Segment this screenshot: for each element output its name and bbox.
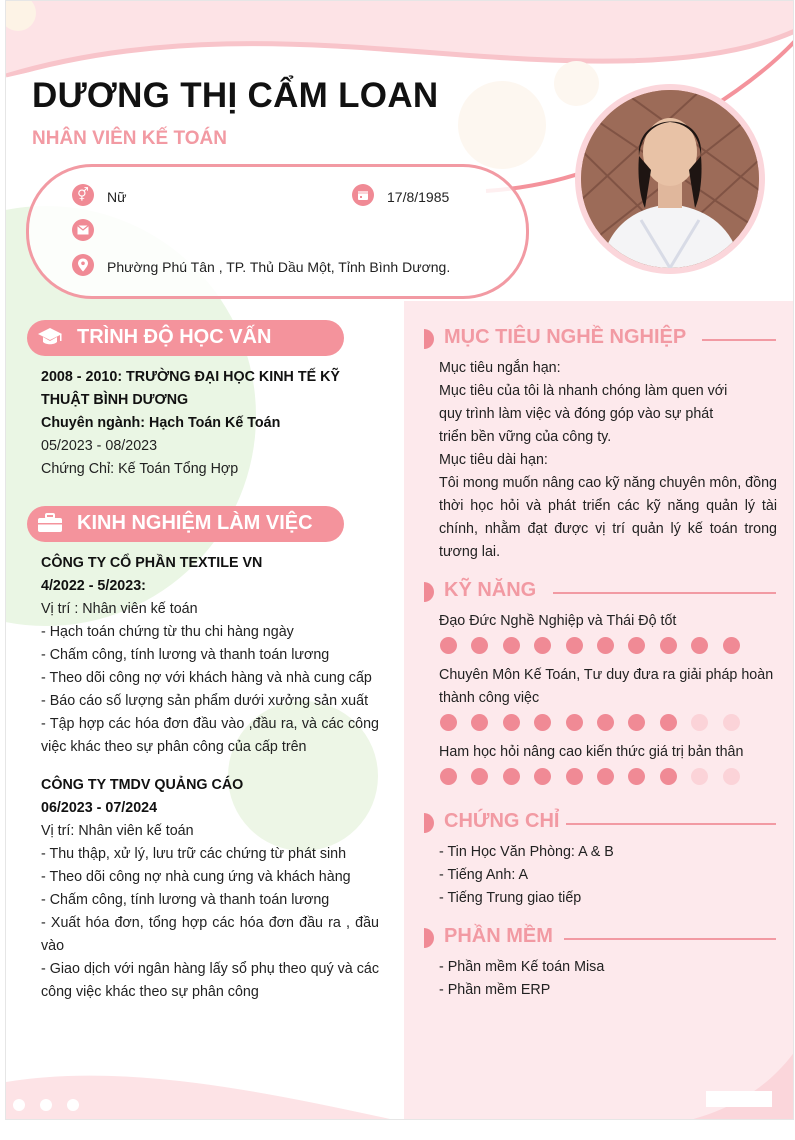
section-marker — [424, 813, 434, 833]
objective-text — [439, 357, 777, 564]
certificate-item: - Tiếng Trung giao tiếp — [439, 890, 582, 906]
certificates-list — [439, 841, 777, 910]
briefcase-icon — [37, 513, 63, 535]
rating-dot-empty — [691, 714, 708, 731]
rating-dot-filled — [503, 768, 520, 785]
job-duty: - Thu thập, xử lý, lưu trữ các chứng từ phát sinh — [41, 846, 347, 862]
rating-dot-filled — [471, 714, 488, 731]
skills-heading: KỸ NĂNG — [444, 579, 537, 601]
rating-dot-filled — [660, 714, 677, 731]
avatar — [581, 90, 759, 268]
certificates-heading: CHỨNG CHỈ — [444, 810, 560, 832]
job-position: Vị trí: Nhân viên kế toán — [41, 823, 194, 839]
rating-dot-filled — [628, 768, 645, 785]
job-duty: - Theo dõi công nợ nhà cung ứng và khách hàng — [41, 869, 351, 885]
rating-dot-filled — [503, 637, 520, 654]
job-period: 4/2022 - 5/2023: — [41, 578, 146, 594]
map-pin-icon — [72, 254, 94, 276]
rating-dot-filled — [628, 637, 645, 654]
rating-dot-filled — [660, 637, 677, 654]
rating-dot-filled — [566, 637, 583, 654]
objective-long-text: Tôi mong muốn nâng cao kỹ năng chuyên môn, đồng thời học hỏi và phát triển các kỹ năng quản lý tài chính, nhằm đạt được vị trí quản lý kế toán trong tương lai. — [439, 475, 777, 560]
rating-dot-filled — [503, 714, 520, 731]
candidate-name: DƯƠNG THỊ CẨM LOAN — [32, 76, 439, 115]
resume-page — [5, 0, 794, 1120]
job-duty: - Chấm công, tính lương và thanh toán lương — [41, 647, 330, 663]
section-divider — [566, 823, 776, 825]
skill-name: Đạo Đức Nghề Nghiệp và Thái Độ tốt — [439, 613, 677, 629]
rating-dot-empty — [691, 768, 708, 785]
job-title: NHÂN VIÊN KẾ TOÁN — [32, 128, 227, 149]
job-company: CÔNG TY CỔ PHẦN TEXTILE VN — [41, 555, 263, 571]
education-certificate: Chứng Chỉ: Kế Toán Tổng Hợp — [41, 461, 239, 477]
objective-short-line: quy trình làm việc và đóng góp vào sự phát — [439, 406, 714, 422]
objective-short-line: Mục tiêu của tôi là nhanh chóng làm quen với — [439, 383, 728, 399]
software-section-header — [424, 925, 776, 951]
skill-rating — [440, 768, 760, 786]
rating-dot-filled — [471, 637, 488, 654]
skill-name: Ham học hỏi nâng cao kiến thức giá trị bản thân — [439, 744, 744, 760]
certificate-item: - Tin Học Văn Phòng: A & B — [439, 844, 614, 860]
job-entry — [41, 552, 379, 759]
job-entry — [41, 774, 379, 1004]
education-section-header — [27, 320, 344, 356]
skills-section-header — [424, 579, 776, 605]
gender-value: Nữ — [107, 189, 127, 205]
experience-section-header — [27, 506, 344, 542]
job-position: Vị trí : Nhân viên kế toán — [41, 601, 198, 617]
objective-short-label: Mục tiêu ngắn hạn: — [439, 360, 561, 376]
skill-rating — [440, 637, 760, 655]
education-major: Chuyên ngành: Hạch Toán Kế Toán — [41, 415, 281, 431]
job-duty: - Theo dõi công nợ với khách hàng và nhà cung cấp — [41, 670, 372, 686]
skill-name: Chuyên Môn Kế Toán, Tư duy đưa ra giải pháp hoàn thành công việc — [439, 667, 774, 706]
job-duty: - Tập hợp các hóa đơn đầu vào ,đầu ra, và các công việc khác theo sự phân công của cấp trên — [41, 716, 379, 755]
rating-dot-filled — [691, 637, 708, 654]
address-value: Phường Phú Tân , TP. Thủ Dầu Một, Tỉnh Bình Dương. — [107, 259, 451, 275]
certificates-section-header — [424, 810, 776, 836]
rating-dot-filled — [440, 714, 457, 731]
rating-dot-filled — [628, 714, 645, 731]
calendar-icon — [352, 184, 374, 206]
section-divider — [702, 339, 776, 341]
objective-short-line: triển bền vững của công ty. — [439, 429, 612, 445]
certificate-item: - Tiếng Anh: A — [439, 867, 529, 883]
rating-dot-empty — [723, 714, 740, 731]
rating-dot-filled — [440, 637, 457, 654]
education-heading: TRÌNH ĐỘ HỌC VẤN — [77, 326, 272, 348]
software-item: - Phần mềm ERP — [439, 982, 551, 998]
section-divider — [564, 938, 776, 940]
cream-circle-decoration — [458, 81, 546, 169]
objective-heading: MỤC TIÊU NGHỀ NGHIỆP — [444, 326, 687, 348]
job-duty: - Giao dịch với ngân hàng lấy sổ phụ theo quý và các công việc khác theo sự phân công — [41, 961, 379, 1000]
job-company: CÔNG TY TMDV QUẢNG CÁO — [41, 777, 244, 793]
rating-dot-filled — [597, 714, 614, 731]
objective-section-header — [424, 326, 776, 352]
rating-dot-filled — [566, 768, 583, 785]
rating-dot-filled — [566, 714, 583, 731]
rating-dot-filled — [597, 637, 614, 654]
rating-dot-filled — [723, 637, 740, 654]
rating-dot-empty — [723, 768, 740, 785]
rating-dot-filled — [534, 637, 551, 654]
rating-dot-filled — [660, 768, 677, 785]
cream-circle-decoration — [554, 61, 599, 106]
education-period: 05/2023 - 08/2023 — [41, 438, 158, 454]
section-marker — [424, 582, 434, 602]
rating-dot-filled — [471, 768, 488, 785]
software-heading: PHẦN MỀM — [444, 925, 553, 947]
graduation-cap-icon — [37, 327, 63, 349]
job-duty: - Xuất hóa đơn, tổng hợp các hóa đơn đầu ra , đầu vào — [41, 915, 379, 954]
job-duty: - Báo cáo số lượng sản phẩm dưới xưởng sản xuất — [41, 693, 369, 709]
gender-icon: ⚥ — [72, 184, 94, 206]
rating-dot-filled — [534, 768, 551, 785]
contact-box — [26, 164, 529, 299]
experience-heading: KINH NGHIỆM LÀM VIỆC — [77, 512, 313, 534]
job-period: 06/2023 - 07/2024 — [41, 800, 158, 816]
job-duty: - Chấm công, tính lương và thanh toán lương — [41, 892, 330, 908]
rating-dot-filled — [534, 714, 551, 731]
section-marker — [424, 928, 434, 948]
job-duty: - Hạch toán chứng từ thu chi hàng ngày — [41, 624, 294, 640]
software-list — [439, 956, 777, 1002]
education-school: 2008 - 2010: TRƯỜNG ĐẠI HỌC KINH TẾ KỸ THUẬT BÌNH DƯƠNG — [41, 369, 340, 408]
education-entry — [41, 366, 379, 481]
skill-rating — [440, 714, 760, 732]
objective-long-label: Mục tiêu dài hạn: — [439, 452, 548, 468]
bottom-wave-decoration — [6, 1041, 794, 1120]
envelope-icon — [72, 219, 94, 241]
section-divider — [553, 592, 776, 594]
software-item: - Phần mềm Kế toán Misa — [439, 959, 605, 975]
rating-dot-filled — [440, 768, 457, 785]
section-marker — [424, 329, 434, 349]
birthday-value: 17/8/1985 — [387, 189, 450, 205]
rating-dot-filled — [597, 768, 614, 785]
